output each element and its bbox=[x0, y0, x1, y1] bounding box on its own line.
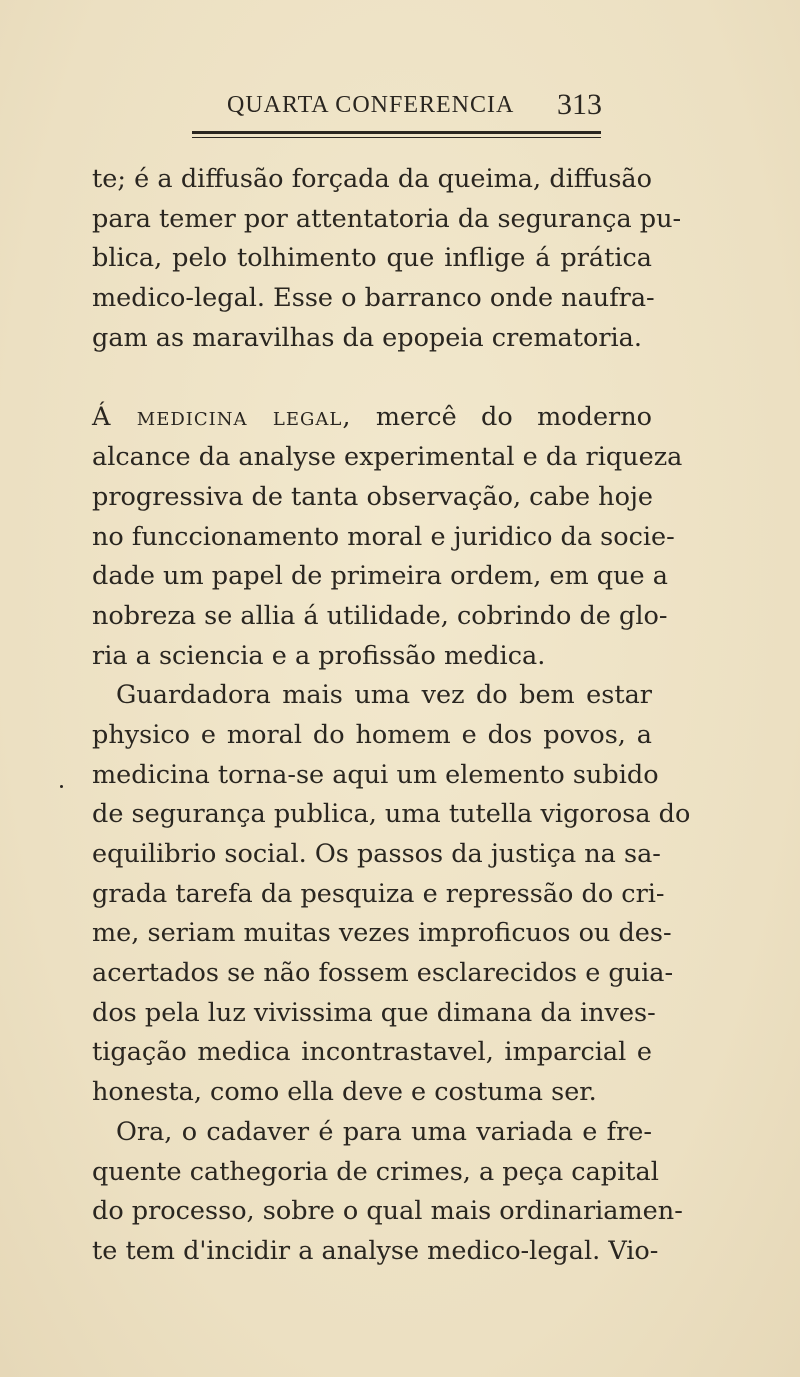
text-line: progressiva de tanta observação, cabe hoje bbox=[92, 481, 653, 512]
text-line: me, seriam muitas vezes improficuos ou des- bbox=[92, 918, 672, 949]
paragraph-3 bbox=[92, 676, 691, 1113]
header-rule-thick bbox=[192, 131, 601, 134]
text-line: dos pela luz vivissima que dimana da inves- bbox=[92, 997, 656, 1028]
text-line: gam as maravilhas da epopeia crematoria. bbox=[92, 322, 642, 353]
paragraph-1 bbox=[92, 160, 682, 358]
text-line: quente cathegoria de crimes, a peça capital bbox=[92, 1156, 659, 1187]
lead-rest: mercê do moderno bbox=[351, 402, 652, 433]
smallcaps-lead: Á medicina legal, bbox=[92, 402, 352, 433]
body-text bbox=[92, 160, 691, 1272]
paragraph-4 bbox=[92, 1113, 683, 1272]
margin-speck bbox=[60, 785, 63, 788]
text-line: grada tarefa da pesquiza e repressão do cri- bbox=[92, 878, 665, 909]
text-line: ria a sciencia e a profissão medica. bbox=[92, 640, 546, 671]
text-line: te tem d'incidir a analyse medico-legal. Vio- bbox=[92, 1235, 659, 1266]
text-line: blica, pelo tolhimento que inflige á prática bbox=[92, 243, 652, 274]
text-line: nobreza se allia á utilidade, cobrindo de glo- bbox=[92, 600, 668, 631]
text-line: alcance da analyse experimental e da riqueza bbox=[92, 442, 683, 473]
text-line: dade um papel de primeira ordem, em que a bbox=[92, 561, 668, 592]
text-line: acertados se não fossem esclarecidos e guia- bbox=[92, 958, 674, 989]
text-line: honesta, como ella deve e costuma ser. bbox=[92, 1077, 597, 1108]
paragraph-2 bbox=[92, 398, 683, 676]
text-line: do processo, sobre o qual mais ordinariamen- bbox=[92, 1196, 683, 1227]
text-line: medico-legal. Esse o barranco onde naufra- bbox=[92, 283, 655, 314]
page-number: 313 bbox=[557, 88, 602, 121]
text-line: para temer por attentatoria da segurança pu- bbox=[92, 203, 682, 234]
text-line-lead bbox=[92, 398, 652, 438]
text-line: de segurança publica, uma tutella vigorosa do bbox=[92, 799, 691, 830]
page-header bbox=[192, 88, 612, 128]
header-rule-thin bbox=[192, 137, 601, 138]
text-line: medicina torna-se aqui um elemento subido bbox=[92, 759, 659, 790]
text-line: physico e moral do homem e dos povos, a bbox=[92, 719, 652, 750]
text-line: Ora, o cadaver é para uma variada e fre- bbox=[116, 1116, 652, 1147]
text-line: tigação medica incontrastavel, imparcial e bbox=[92, 1037, 652, 1068]
text-line: no funccionamento moral e juridico da socie- bbox=[92, 521, 675, 552]
text-line: te; é a diffusão forçada da queima, diffusão bbox=[92, 164, 652, 194]
text-line: equilibrio social. Os passos da justiça na sa- bbox=[92, 839, 661, 869]
running-head: QUARTA CONFERENCIA bbox=[227, 92, 515, 118]
text-line: Guardadora mais uma vez do bem estar bbox=[116, 680, 652, 711]
section-gap bbox=[92, 358, 652, 398]
